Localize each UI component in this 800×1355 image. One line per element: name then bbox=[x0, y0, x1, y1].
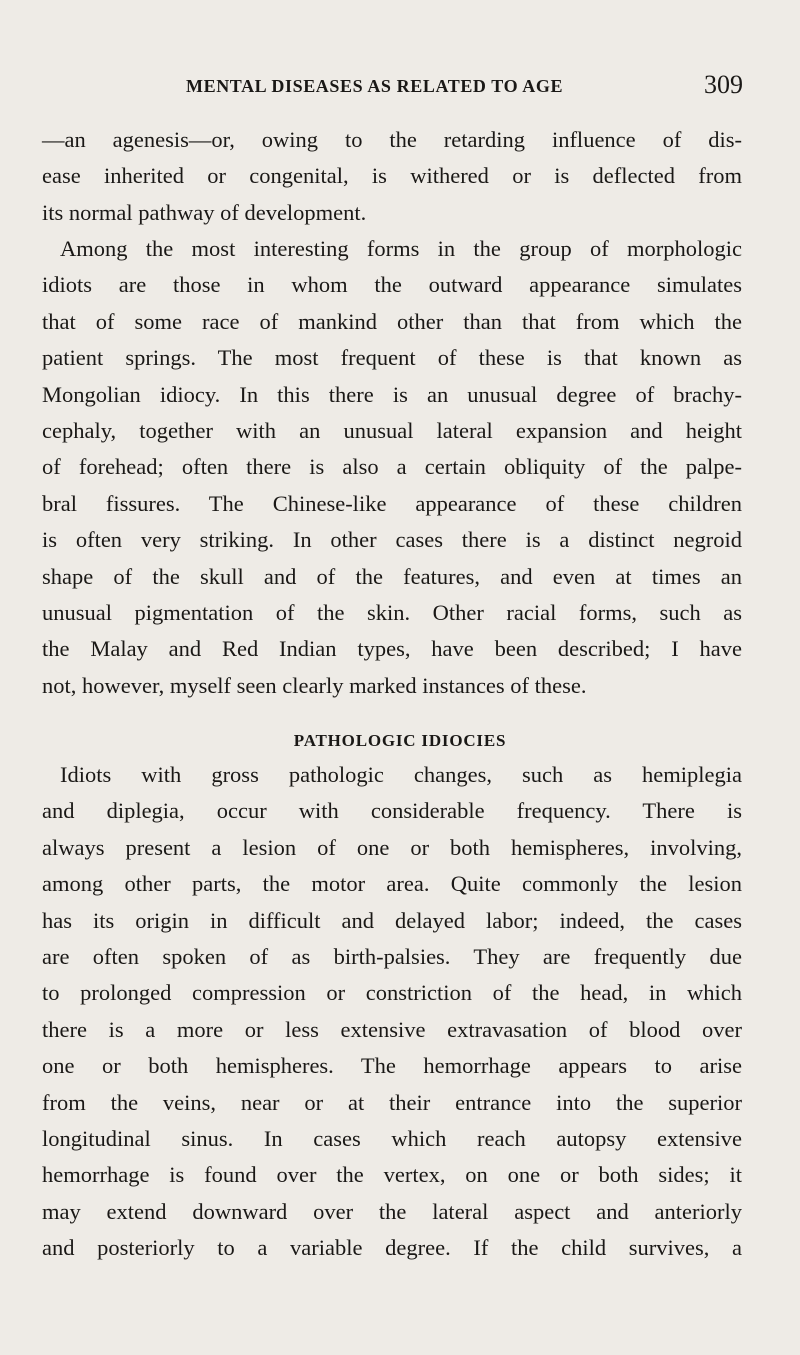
text-line: patient springs. The most frequent of these is that known as bbox=[42, 345, 742, 371]
text-line: Idiots with gross pathologic changes, such as hemiplegia bbox=[60, 762, 742, 787]
text-line: unusual pigmentation of the skin. Other racial forms, such as bbox=[42, 599, 742, 625]
text-line: not, however, myself seen clearly marked instances of these. bbox=[42, 672, 587, 698]
text-line: the Malay and Red Indian types, have been described; I have bbox=[42, 636, 742, 662]
text-line: bral fissures. The Chinese-like appearance of these children bbox=[42, 490, 742, 516]
text-line: hemorrhage is found over the vertex, on one or both sides; it bbox=[42, 1162, 742, 1188]
text-line: and diplegia, occur with considerable frequency. There is bbox=[42, 798, 742, 824]
text-line: —an agenesis—or, owing to the retarding influence of dis- bbox=[42, 127, 742, 152]
text-line: is often very striking. In other cases there is a distinct negroid bbox=[42, 527, 742, 553]
text-line: from the veins, near or at their entrance into the superior bbox=[42, 1089, 742, 1115]
text-line: always present a lesion of one or both hemispheres, involving, bbox=[42, 834, 742, 860]
section-heading: PATHOLOGIC IDIOCIES bbox=[293, 731, 507, 750]
text-line: cephaly, together with an unusual lateral expansion and height bbox=[42, 417, 742, 443]
text-line: of forehead; often there is also a certain obliquity of the palpe- bbox=[42, 454, 742, 480]
text-line: one or both hemispheres. The hemorrhage appears to arise bbox=[42, 1053, 742, 1079]
text-line: among other parts, the motor area. Quite commonly the lesion bbox=[42, 871, 742, 897]
text-line: and posteriorly to a variable degree. If the child survives, a bbox=[42, 1235, 742, 1261]
page-number: 309 bbox=[704, 70, 743, 99]
text-line: there is a more or less extensive extravasation of blood over bbox=[42, 1016, 742, 1042]
paragraph-mongolian-idiocy bbox=[42, 231, 742, 704]
paragraph-continuation bbox=[42, 122, 742, 231]
text-line: its normal pathway of development. bbox=[42, 199, 367, 225]
running-title: MENTAL DISEASES AS RELATED TO AGE bbox=[186, 76, 564, 96]
text-line: shape of the skull and of the features, and even at times an bbox=[42, 563, 742, 589]
text-line: that of some race of mankind other than that from which the bbox=[42, 308, 742, 334]
text-line: longitudinal sinus. In cases which reach autopsy extensive bbox=[42, 1125, 742, 1151]
text-line: are often spoken of as birth-palsies. They are frequently due bbox=[42, 943, 742, 969]
paragraph-pathologic-idiocies bbox=[42, 757, 742, 1266]
text-line: may extend downward over the lateral aspect and anteriorly bbox=[42, 1198, 742, 1224]
text-line: ease inherited or congenital, is withered or is deflected from bbox=[42, 163, 742, 189]
text-line: Mongolian idiocy. In this there is an unusual degree of brachy- bbox=[42, 381, 742, 407]
text-line: to prolonged compression or constriction of the head, in which bbox=[42, 980, 742, 1006]
text-line: has its origin in difficult and delayed labor; indeed, the cases bbox=[42, 907, 742, 933]
text-line: Among the most interesting forms in the group of morphologic bbox=[60, 236, 742, 261]
text-line: idiots are those in whom the outward appearance simulates bbox=[42, 272, 742, 298]
